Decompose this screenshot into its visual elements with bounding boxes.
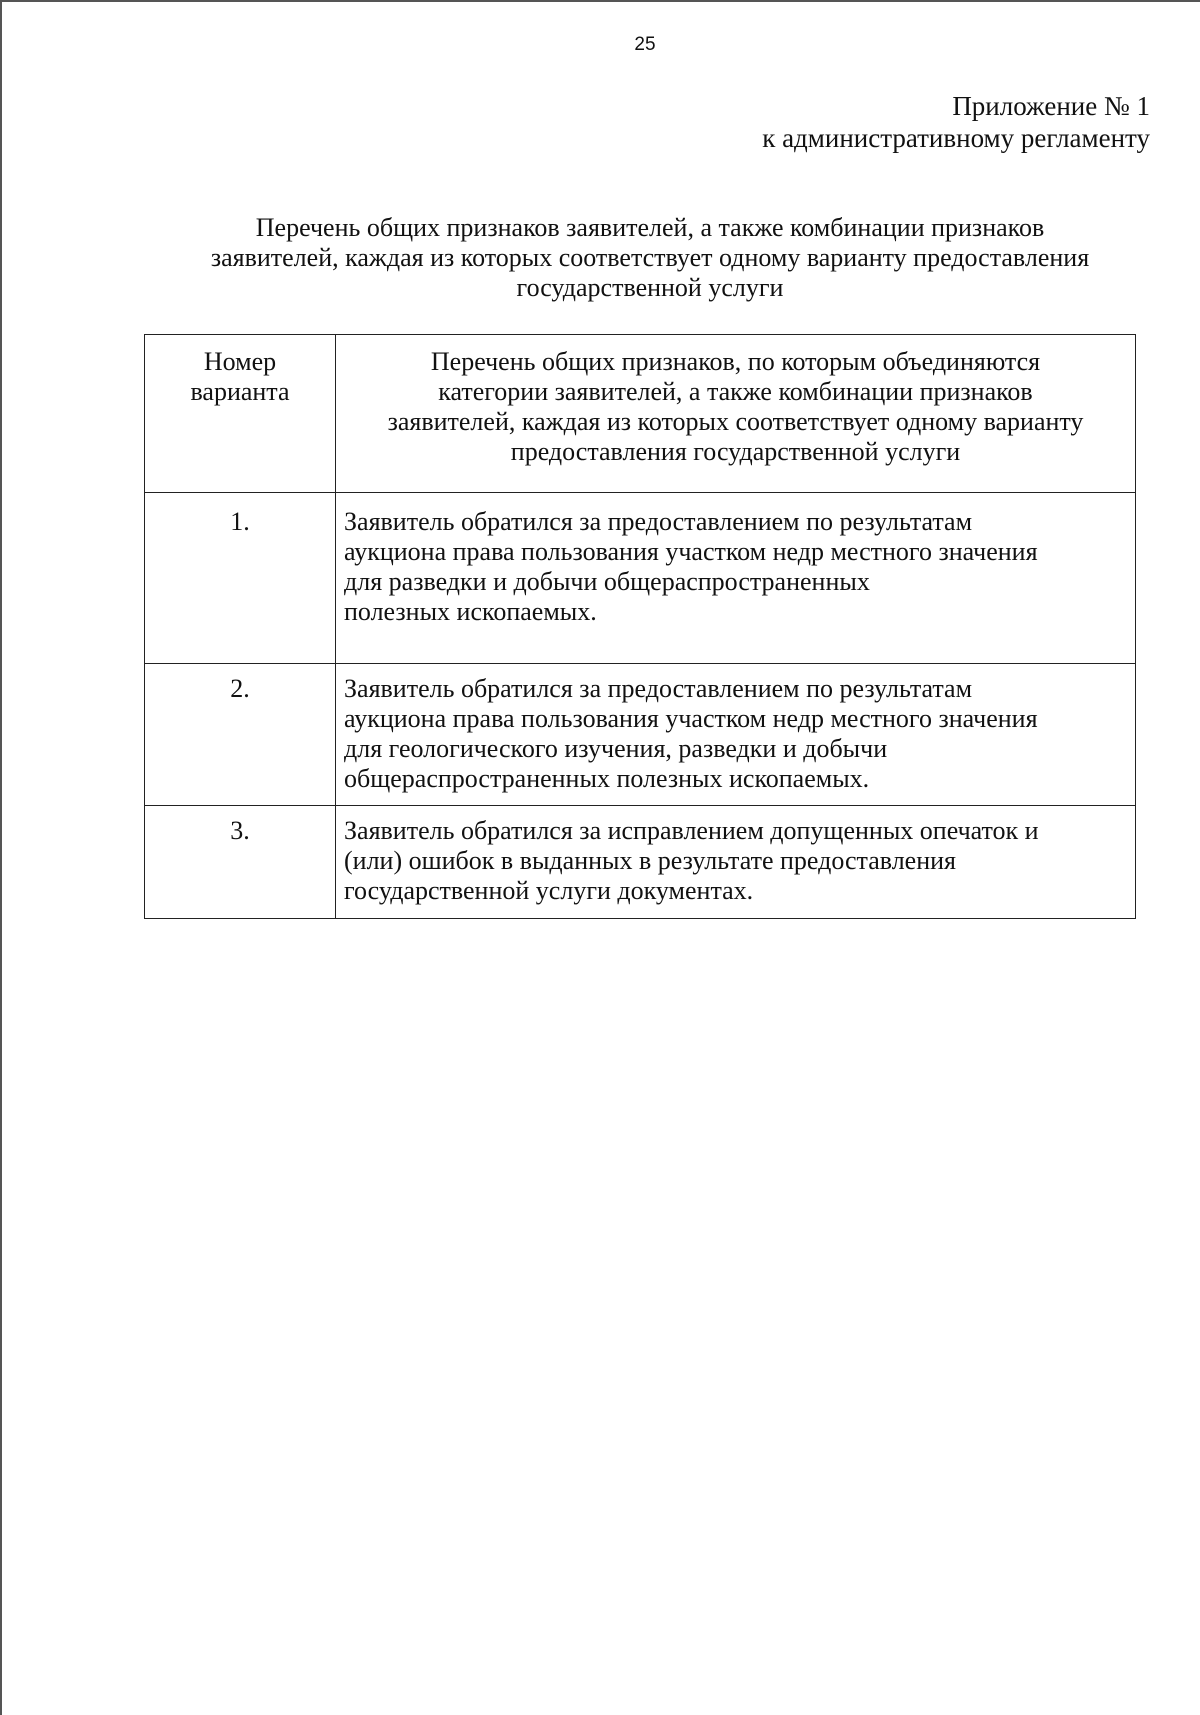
- page-number: 25: [634, 34, 656, 55]
- header-desc-line-2: категории заявителей, а также комбинации признаков: [438, 377, 1033, 406]
- variant-description-cell: [336, 664, 1136, 806]
- description-line: для разведки и добычи общераспространенных: [344, 567, 870, 596]
- appendix-header: [762, 90, 1150, 154]
- table-header-row: [145, 335, 1136, 493]
- description-line: полезных ископаемых.: [344, 597, 597, 626]
- header-num-line-1: Номер: [203, 347, 277, 376]
- table-row: [145, 806, 1136, 919]
- header-desc-line-1: Перечень общих признаков, по которым объединяются: [430, 347, 1041, 376]
- document-title: [150, 213, 1150, 303]
- header-criteria-description: [336, 335, 1136, 493]
- description-line: Заявитель обратился за исправлением допущенных опечаток и: [344, 816, 1039, 845]
- table-row: [145, 493, 1136, 664]
- variant-number-cell: 2.: [145, 664, 336, 806]
- description-line: аукциона права пользования участком недр местного значения: [344, 704, 1038, 733]
- variant-number-cell: 1.: [145, 493, 336, 664]
- variant-description-cell: [336, 493, 1136, 664]
- variant-number-cell: 3.: [145, 806, 336, 919]
- header-desc-line-4: предоставления государственной услуги: [510, 437, 961, 466]
- appendix-reference: к административному регламенту: [762, 123, 1150, 153]
- description-line: аукциона права пользования участком недр местного значения: [344, 537, 1038, 566]
- description-line: государственной услуги документах.: [344, 876, 754, 905]
- criteria-table: [144, 334, 1136, 919]
- description-line: общераспространенных полезных ископаемых.: [344, 764, 870, 793]
- description-line: Заявитель обратился за предоставлением по результатам: [344, 674, 973, 703]
- table-row: [145, 664, 1136, 806]
- appendix-label: Приложение № 1: [952, 91, 1150, 121]
- page-edge-top: [0, 0, 1200, 2]
- description-line: Заявитель обратился за предоставлением по результатам: [344, 507, 973, 536]
- header-variant-number: [145, 335, 336, 493]
- description-line: для геологического изучения, разведки и добычи: [344, 734, 888, 763]
- title-line-1: Перечень общих признаков заявителей, а также комбинации признаков: [255, 213, 1045, 242]
- title-line-3: государственной услуги: [516, 273, 784, 302]
- header-desc-line-3: заявителей, каждая из которых соответствует одному варианту: [387, 407, 1084, 436]
- header-num-line-2: варианта: [190, 377, 290, 406]
- variant-description-cell: [336, 806, 1136, 919]
- title-line-2: заявителей, каждая из которых соответствует одному варианту предоставления: [210, 243, 1090, 272]
- page-edge-left: [0, 0, 2, 1715]
- description-line: (или) ошибок в выданных в результате предоставления: [344, 846, 956, 875]
